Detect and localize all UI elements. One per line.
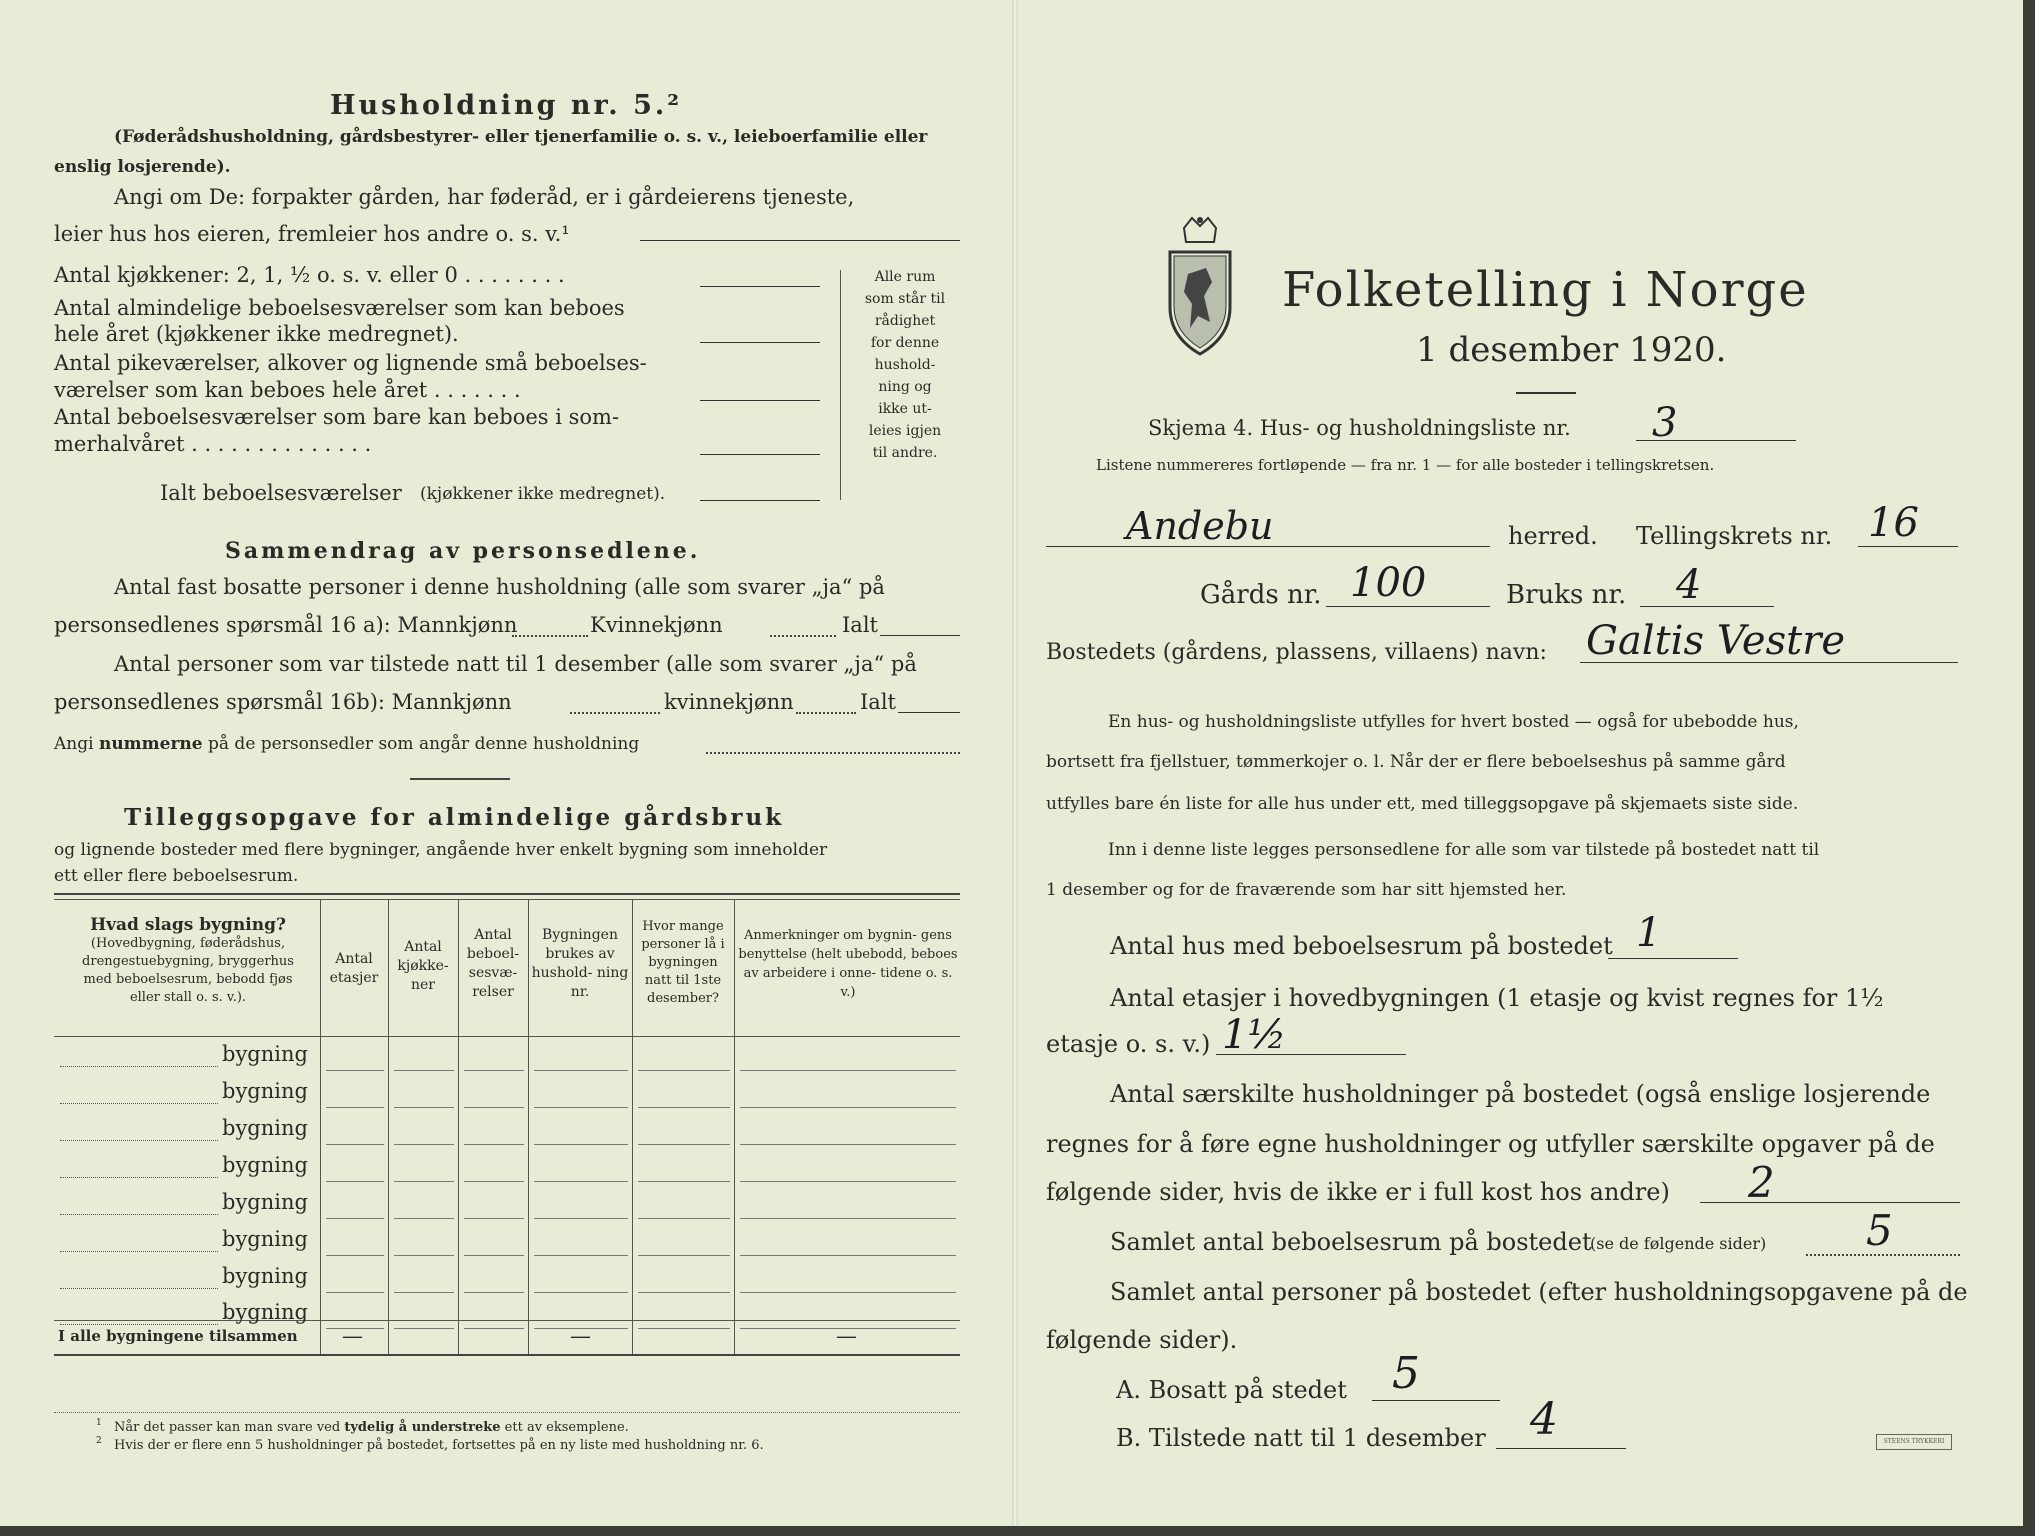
cell-line xyxy=(464,1107,524,1108)
summary-line-4a: personsedlenes spørsmål 16b): Mannkjønn xyxy=(54,690,512,714)
cell-line xyxy=(740,1292,956,1293)
dotted-fill xyxy=(60,1140,218,1141)
cell-line xyxy=(464,1218,524,1219)
cell-line xyxy=(534,1181,628,1182)
answer-line xyxy=(700,342,820,343)
cell-line xyxy=(394,1181,454,1182)
household-subtitle: (Føderådshusholdning, gårdsbestyrer- eller tjenerfamilie o. s. v., leieboerfamilie eller xyxy=(114,127,928,147)
cell-line xyxy=(638,1144,730,1145)
herred-value: Andebu xyxy=(1126,504,1274,548)
instr-line-1: En hus- og husholdningsliste utfylles for hvert bosted — også for ubebodde hus, xyxy=(1108,712,1799,732)
footnote-mark-1: 1 xyxy=(96,1418,102,1428)
form-title: Folketelling i Norge xyxy=(1282,262,1809,318)
row-label: bygning xyxy=(222,1190,308,1214)
summary-line-2c: Ialt xyxy=(842,613,878,637)
total-dash: — xyxy=(342,1324,363,1348)
summary-line-2b: Kvinnekjønn xyxy=(590,613,723,637)
answer-line xyxy=(700,400,820,401)
cell-line xyxy=(740,1107,956,1108)
tilstede-value: 4 xyxy=(1530,1394,1558,1445)
page-edge xyxy=(2023,0,2035,1536)
row-label: bygning xyxy=(222,1300,308,1324)
divider xyxy=(1516,392,1576,394)
summary-line-5: Angi nummerne på de personsedler som angår denne husholdning xyxy=(54,734,640,754)
skjema-value: 3 xyxy=(1652,400,1678,446)
angi-line-2: leier hus hos eieren, fremleier hos andre o. s. v.¹ xyxy=(54,222,570,246)
hush-value: 2 xyxy=(1748,1158,1775,1207)
cell-line xyxy=(394,1107,454,1108)
bosted-label: Bostedets (gårdens, plassens, villaens) navn: xyxy=(1046,640,1547,665)
header-building-type: Hvad slags bygning? (Hovedbygning, føderådshus, drengestuebygning, bryggerhus med beboelsesrum, bebodd fjøs eller stall o. s. v.). xyxy=(82,915,294,1005)
footnote-2: Hvis der er flere enn 5 husholdninger på bostedet, fortsettes på en ny liste med husholdning nr. 6. xyxy=(114,1438,764,1453)
answer-line xyxy=(1496,1448,1626,1449)
tilstede-label: B. Tilstede natt til 1 desember xyxy=(1116,1424,1486,1452)
tillegg-line-2: ett eller flere beboelsesrum. xyxy=(54,866,299,886)
cell-line xyxy=(326,1218,384,1219)
footnote-mark-2: 2 xyxy=(96,1436,102,1446)
row-label: bygning xyxy=(222,1153,308,1177)
cell-line xyxy=(534,1070,628,1071)
header-persons: Hvor mange personer lå i bygningen natt til 1ste desember? xyxy=(641,919,725,1006)
cell-line xyxy=(534,1144,628,1145)
hush-line-3: følgende sider, hvis de ikke er i full kost hos andre) xyxy=(1046,1178,1670,1206)
ialt-label: Ialt beboelsesværelser xyxy=(160,481,402,505)
etasjer-line-1: Antal etasjer i hovedbygningen (1 etasje og kvist regnes for 1½ xyxy=(1110,984,1884,1012)
etasjer-line-2: etasje o. s. v.) xyxy=(1046,1030,1211,1058)
divider xyxy=(410,778,510,780)
dotted-fill xyxy=(60,1103,218,1104)
household-subtitle-cont: enslig losjerende). xyxy=(54,157,231,177)
cell-line xyxy=(638,1107,730,1108)
coat-of-arms-icon xyxy=(1160,212,1240,362)
dotted-fill xyxy=(512,635,588,637)
footnote-1: Når det passer kan man svare ved tydelig å understreke ett av eksemplene. xyxy=(114,1420,629,1435)
dotted-fill xyxy=(60,1066,218,1067)
skjema-label: Skjema 4. Hus- og husholdningsliste nr. xyxy=(1148,416,1571,440)
answer-line xyxy=(1608,958,1738,959)
cell-line xyxy=(394,1255,454,1256)
dotted-fill xyxy=(570,712,660,714)
hush-line-1: Antal særskilte husholdninger på bostedet (også enslige losjerende xyxy=(1110,1080,1931,1108)
rooms-summer: Antal beboelsesværelser som bare kan beboes i som- xyxy=(54,405,620,429)
row-label: bygning xyxy=(222,1264,308,1288)
household-title: Husholdning nr. 5.² xyxy=(330,90,683,121)
bosatt-label: A. Bosatt på stedet xyxy=(1116,1376,1347,1404)
rooms-ordinary: Antal almindelige beboelsesværelser som kan beboes xyxy=(54,296,625,320)
answer-line xyxy=(1372,1400,1500,1401)
cell-line xyxy=(394,1218,454,1219)
cell-line xyxy=(638,1255,730,1256)
answer-line xyxy=(700,454,820,455)
instr-line-3: utfylles bare én liste for alle hus under ett, med tilleggsopgave på skjemaets siste side. xyxy=(1046,794,1799,814)
dotted-fill xyxy=(706,752,960,754)
cell-line xyxy=(534,1292,628,1293)
header-kitchens: Antal kjøkke- ner xyxy=(397,939,449,993)
summary-line-4c: Ialt xyxy=(860,690,896,714)
cell-line xyxy=(534,1107,628,1108)
summary-title: Sammendrag av personsedlene. xyxy=(225,538,701,564)
header-remarks: Anmerkninger om bygnin- gens benyttelse (helt ubebodd, beboes av arbeidere i onne- tidene o. s. v.) xyxy=(738,928,958,1000)
cell-line xyxy=(740,1255,956,1256)
samlet-pers-line-1: Samlet antal personer på bostedet (efter husholdningsopgavene på de xyxy=(1110,1278,1968,1306)
answer-line xyxy=(880,635,960,636)
cell-line xyxy=(326,1181,384,1182)
cell-line xyxy=(464,1292,524,1293)
printer-stamp: STEENS TRYKKERI xyxy=(1876,1434,1952,1450)
answer-line xyxy=(1700,1202,1960,1203)
tillegg-line-1: og lignende bosteder med flere bygninger, angående hver enkelt bygning som inneholder xyxy=(54,840,828,860)
cell-line xyxy=(464,1181,524,1182)
cell-line xyxy=(740,1181,956,1182)
cell-line xyxy=(326,1255,384,1256)
cell-line xyxy=(394,1328,454,1329)
cell-line xyxy=(464,1144,524,1145)
hush-line-2: regnes for å føre egne husholdninger og utfyller særskilte opgaver på de xyxy=(1046,1130,1935,1158)
cell-line xyxy=(638,1328,730,1329)
tillegg-title: Tilleggsopgave for almindelige gårdsbruk xyxy=(124,804,785,831)
krets-label: Tellingskrets nr. xyxy=(1636,522,1833,550)
hus-value: 1 xyxy=(1636,910,1662,956)
samlet-rum-label: Samlet antal beboelsesrum på bostedet xyxy=(1110,1228,1592,1256)
bosted-value: Galtis Vestre xyxy=(1586,618,1845,664)
gards-label: Gårds nr. xyxy=(1200,580,1322,610)
cell-line xyxy=(394,1292,454,1293)
dotted-fill xyxy=(796,712,856,714)
total-dash: — xyxy=(570,1324,591,1348)
hus-label: Antal hus med beboelsesrum på bostedet xyxy=(1110,932,1613,960)
angi-line-1: Angi om De: forpakter gården, har føderåd, er i gårdeierens tjeneste, xyxy=(114,185,855,209)
page-fold xyxy=(1012,0,1018,1536)
page-edge xyxy=(0,1526,2035,1536)
cell-line xyxy=(740,1218,956,1219)
answer-line xyxy=(1640,606,1774,607)
cell-line xyxy=(638,1218,730,1219)
cell-line xyxy=(638,1181,730,1182)
summary-line-3: Antal personer som var tilstede natt til 1 desember (alle som svarer „ja“ på xyxy=(114,652,917,676)
rooms-kitchens: Antal kjøkkener: 2, 1, ½ o. s. v. eller 0 . . . . . . . . xyxy=(54,263,565,287)
cell-line xyxy=(534,1255,628,1256)
header-floors: Antal etasjer xyxy=(329,951,379,986)
instr-line-4: Inn i denne liste legges personsedlene for alle som var tilstede på bostedet natt til xyxy=(1108,840,1820,860)
dotted-fill xyxy=(60,1214,218,1215)
cell-line xyxy=(326,1144,384,1145)
side-note: Alle rum som står til rådighet for denne hushold- ning og ikke ut- leies igjen til andre. xyxy=(864,269,946,461)
dotted-fill xyxy=(60,1324,218,1325)
rooms-ordinary-cont: hele året (kjøkkener ikke medregnet). xyxy=(54,322,459,346)
summary-line-1: Antal fast bosatte personer i denne husholdning (alle som svarer „ja“ på xyxy=(114,575,885,599)
header-household-nr: Bygningen brukes av hushold- ning nr. xyxy=(531,927,629,1000)
bruks-label: Bruks nr. xyxy=(1506,580,1627,610)
brace xyxy=(840,270,841,500)
bruks-value: 4 xyxy=(1676,562,1702,608)
cell-line xyxy=(464,1255,524,1256)
answer-line xyxy=(898,712,960,713)
dotted-fill xyxy=(60,1251,218,1252)
total-dash: — xyxy=(836,1324,857,1348)
gards-value: 100 xyxy=(1350,560,1427,606)
rooms-maids: Antal pikeværelser, alkover og lignende små beboelses- xyxy=(54,351,647,375)
row-label: bygning xyxy=(222,1079,308,1103)
cell-line xyxy=(534,1218,628,1219)
cell-line xyxy=(464,1070,524,1071)
ialt-note: (kjøkkener ikke medregnet). xyxy=(420,484,666,504)
cell-line xyxy=(740,1070,956,1071)
summary-line-2a: personsedlenes spørsmål 16 a): Mannkjønn xyxy=(54,613,518,637)
cell-line xyxy=(740,1144,956,1145)
herred-label: herred. xyxy=(1508,522,1598,550)
dotted-fill xyxy=(60,1288,218,1289)
row-label: bygning xyxy=(222,1042,308,1066)
cell-line xyxy=(638,1070,730,1071)
bosatt-value: 5 xyxy=(1392,1348,1420,1399)
cell-line xyxy=(638,1292,730,1293)
cell-line xyxy=(394,1070,454,1071)
krets-value: 16 xyxy=(1868,500,1919,546)
cell-line xyxy=(326,1107,384,1108)
header-rooms: Antal beboel- sesvæ- relser xyxy=(466,927,520,1000)
answer-line xyxy=(1326,606,1490,607)
samlet-rum-note: (se de følgende sider) xyxy=(1590,1234,1767,1253)
samlet-pers-line-2: følgende sider). xyxy=(1046,1326,1238,1354)
cell-line xyxy=(464,1328,524,1329)
row-label: bygning xyxy=(222,1116,308,1140)
rooms-maids-cont: værelser som kan beboes hele året . . . . . . . xyxy=(54,378,521,402)
answer-line xyxy=(1858,546,1958,547)
dotted-fill xyxy=(60,1177,218,1178)
cell-line xyxy=(394,1144,454,1145)
rooms-summer-cont: merhalvåret . . . . . . . . . . . . . . xyxy=(54,432,372,456)
instr-line-2: bortsett fra fjellstuer, tømmerkojer o. l. Når der er flere beboelseshus på samme gård xyxy=(1046,752,1786,772)
dotted-fill xyxy=(770,635,836,637)
answer-line xyxy=(700,500,820,501)
cell-line xyxy=(326,1070,384,1071)
answer-line xyxy=(700,286,820,287)
etasjer-value: 1½ xyxy=(1222,1012,1287,1058)
summary-line-4b: kvinnekjønn xyxy=(664,690,794,714)
form-date: 1 desember 1920. xyxy=(1416,330,1727,370)
instr-line-5: 1 desember og for de fraværende som har sitt hjemsted her. xyxy=(1046,880,1567,900)
footnote-separator xyxy=(54,1412,960,1413)
angi-answer-line xyxy=(640,240,960,241)
total-label: I alle bygningene tilsammen xyxy=(58,1327,298,1345)
cell-line xyxy=(326,1292,384,1293)
listene-note: Listene nummereres fortløpende — fra nr. 1 — for alle bosteder i tellingskretsen. xyxy=(1096,456,1715,474)
row-label: bygning xyxy=(222,1227,308,1251)
samlet-rum-value: 5 xyxy=(1866,1206,1893,1255)
